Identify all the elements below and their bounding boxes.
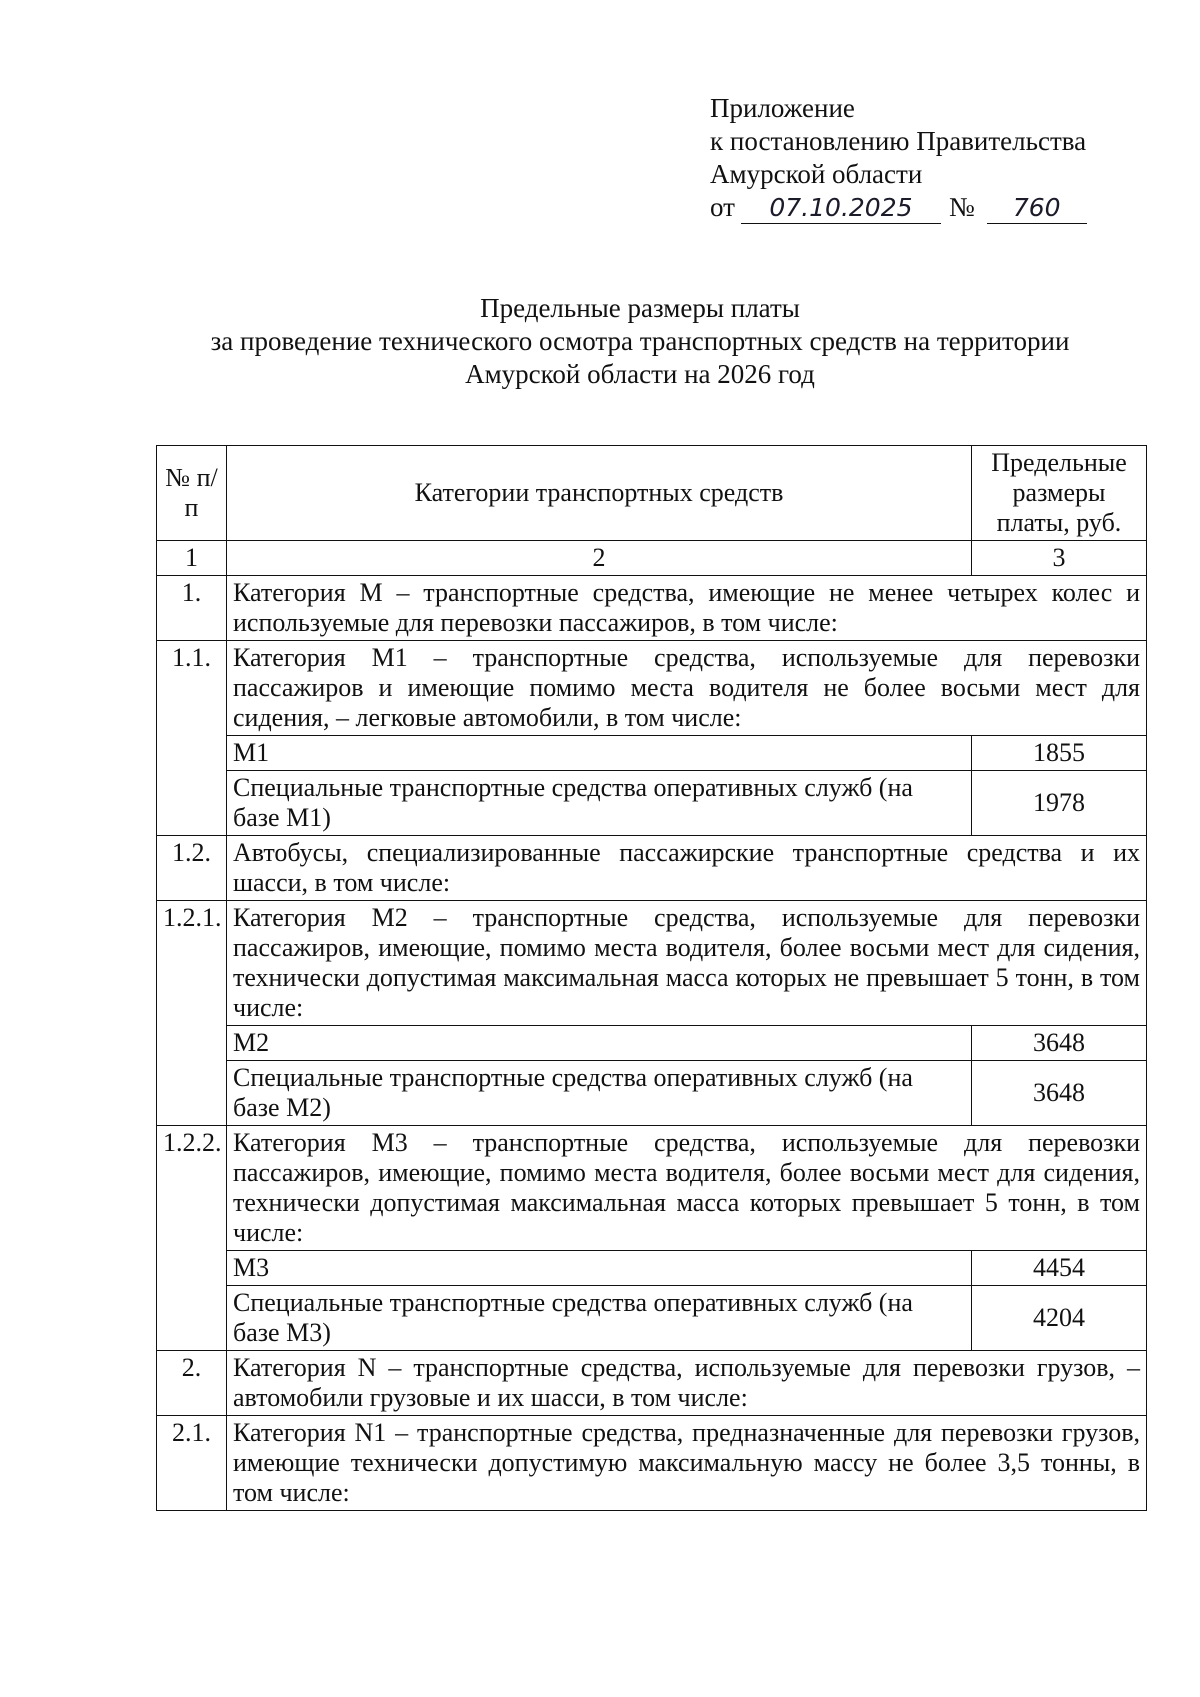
title-line-1: Предельные размеры платы bbox=[480, 293, 800, 323]
row-category-text: Категория М3 – транспортные средства, используемые для перевозки пассажиров, имеющие, помимо места водителя, более восьми мест для сидения, технически допустимая максимальная масса которых превышает 5 тонн, в том числе: bbox=[227, 1126, 1147, 1251]
resolution-reference bbox=[710, 191, 1087, 224]
row-number: 2. bbox=[157, 1351, 227, 1416]
table-row bbox=[157, 1061, 1147, 1126]
fees-table bbox=[156, 445, 1147, 1511]
column-number-row bbox=[157, 541, 1147, 576]
row-number: 1.2.2. bbox=[157, 1126, 227, 1351]
row-fee-value: 1855 bbox=[972, 736, 1147, 771]
row-number: 1.2.1. bbox=[157, 901, 227, 1126]
row-category-text: Категория М – транспортные средства, имеющие не менее четырех колес и используемые для перевозки пассажиров, в том числе: bbox=[227, 576, 1147, 641]
row-subcategory-text: М2 bbox=[227, 1026, 972, 1061]
document-title bbox=[140, 292, 1140, 391]
table-row bbox=[157, 1026, 1147, 1061]
row-number: 2.1. bbox=[157, 1416, 227, 1511]
table-row bbox=[157, 901, 1147, 1026]
row-fee-value: 1978 bbox=[972, 771, 1147, 836]
header-category: Категории транспортных средств bbox=[227, 446, 972, 541]
table-row bbox=[157, 576, 1147, 641]
table-row bbox=[157, 736, 1147, 771]
header-num: № п/п bbox=[157, 446, 227, 541]
row-subcategory-text: М1 bbox=[227, 736, 972, 771]
table-row bbox=[157, 1251, 1147, 1286]
row-fee-value: 3648 bbox=[972, 1026, 1147, 1061]
header-fee: Предельные размеры платы, руб. bbox=[972, 446, 1147, 541]
table-row bbox=[157, 1351, 1147, 1416]
column-number: 3 bbox=[972, 541, 1147, 576]
table-row bbox=[157, 1286, 1147, 1351]
row-category-text: Категория N1 – транспортные средства, предназначенные для перевозки грузов, имеющие технически допустимую максимальную массу не более 3,5 тонны, в том числе: bbox=[227, 1416, 1147, 1511]
handwritten-date: 07.10.2025 bbox=[741, 193, 941, 224]
row-subcategory-text: Специальные транспортные средства оперативных служб (на базе М1) bbox=[227, 771, 972, 836]
table-row bbox=[157, 836, 1147, 901]
row-category-text: Автобусы, специализированные пассажирские транспортные средства и их шасси, в том числе: bbox=[227, 836, 1147, 901]
row-subcategory-text: Специальные транспортные средства оперативных служб (на базе М2) bbox=[227, 1061, 972, 1126]
column-number: 1 bbox=[157, 541, 227, 576]
table-row bbox=[157, 1126, 1147, 1251]
row-category-text: Категория М1 – транспортные средства, используемые для перевозки пассажиров и имеющие помимо места водителя не более восьми мест для сидения, – легковые автомобили, в том числе: bbox=[227, 641, 1147, 736]
column-number: 2 bbox=[227, 541, 972, 576]
appendix-line-1: Приложение bbox=[710, 93, 855, 123]
row-fee-value: 3648 bbox=[972, 1061, 1147, 1126]
row-subcategory-text: М3 bbox=[227, 1251, 972, 1286]
title-line-2: за проведение технического осмотра транспортных средств на территории bbox=[210, 326, 1070, 356]
table-row bbox=[157, 771, 1147, 836]
date-prefix: от bbox=[710, 192, 735, 222]
row-fee-value: 4204 bbox=[972, 1286, 1147, 1351]
row-category-text: Категория М2 – транспортные средства, используемые для перевозки пассажиров, имеющие, помимо места водителя, более восьми мест для сидения, технически допустимая максимальная масса которых не превышает 5 тонн, в том числе: bbox=[227, 901, 1147, 1026]
number-sign: № bbox=[948, 192, 975, 222]
row-subcategory-text: Специальные транспортные средства оперативных служб (на базе М3) bbox=[227, 1286, 972, 1351]
table-row bbox=[157, 641, 1147, 736]
table-header-row bbox=[157, 446, 1147, 541]
appendix-line-2: к постановлению Правительства bbox=[710, 126, 1087, 156]
handwritten-number: 760 bbox=[987, 193, 1087, 224]
row-fee-value: 4454 bbox=[972, 1251, 1147, 1286]
appendix-line-3: Амурской области bbox=[710, 159, 923, 189]
row-number: 1.2. bbox=[157, 836, 227, 901]
row-number: 1.1. bbox=[157, 641, 227, 836]
row-category-text: Категория N – транспортные средства, используемые для перевозки грузов, – автомобили грузовые и их шасси, в том числе: bbox=[227, 1351, 1147, 1416]
table-row bbox=[157, 1416, 1147, 1511]
row-number: 1. bbox=[157, 576, 227, 641]
appendix-block bbox=[710, 92, 1087, 224]
title-line-3: Амурской области на 2026 год bbox=[465, 359, 815, 389]
